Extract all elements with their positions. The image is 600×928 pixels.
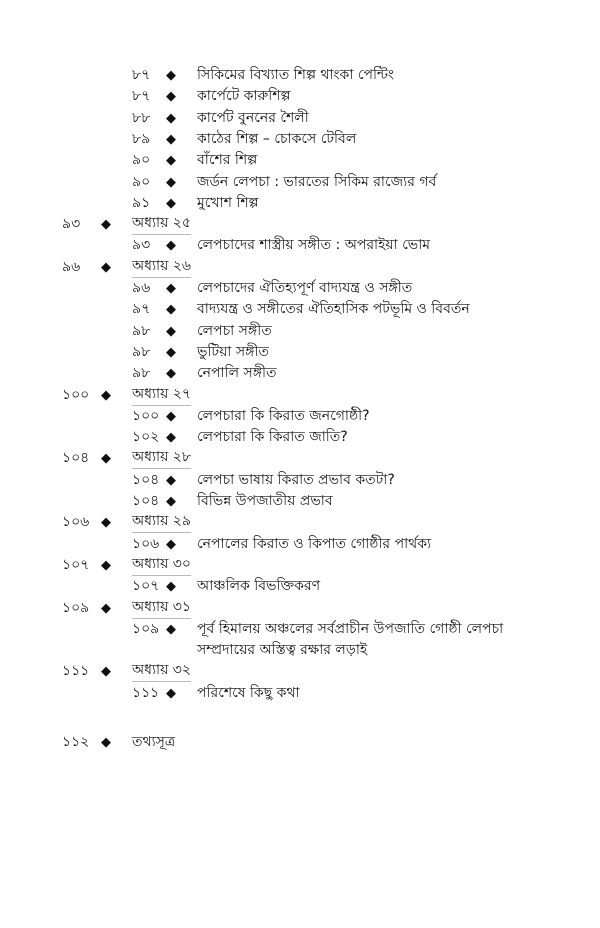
chapter-heading: অধ্যায় ২৬ xyxy=(132,257,191,278)
diamond-bullet-icon: ◆ xyxy=(166,579,176,595)
chapter-heading: অধ্যায় ৩১ xyxy=(132,598,191,619)
diamond-bullet-icon: ◆ xyxy=(166,302,176,318)
entry-title: লেপচাদের শাস্ত্রীয় সঙ্গীত : অপরাইয়া ভোম xyxy=(197,237,431,254)
page-number: ১০৪ xyxy=(62,450,90,467)
page-number: ১০৪ xyxy=(132,493,160,509)
entry-title: জর্ডন লেপচা : ভারতের সিকিম রাজ্যের গর্ব xyxy=(197,173,437,190)
entry-title: ভুটিয়া সঙ্গীত xyxy=(197,343,269,360)
entry-title: পূর্ব হিমালয় অঞ্চলের সর্বপ্রাচীন উপজাতি গোষ্ঠী লেপচা সম্প্রদায়ের অস্তিত্ব রক্ষার লড়াই xyxy=(197,620,504,658)
entry-title: বিভিন্ন উপজাতীয় প্রভাব xyxy=(197,493,333,509)
entry-title: আঞ্চলিক বিভক্তিকরণ xyxy=(197,578,321,595)
page-number: ১০০ xyxy=(62,386,90,403)
entry-title: সিকিমের বিখ্যাত শিল্প থাংকা পেন্টিং xyxy=(197,67,395,83)
page-number: ৯০ xyxy=(132,152,151,169)
page-number: ১০৯ xyxy=(62,599,90,616)
chapter-heading: অধ্যায় ২৯ xyxy=(132,512,191,533)
page-number: ৮৮ xyxy=(132,109,151,126)
diamond-bullet-icon: ◆ xyxy=(166,281,176,296)
page-number: ১০৭ xyxy=(62,556,90,573)
diamond-bullet-icon: ◆ xyxy=(101,217,111,233)
page-number: ১০০ xyxy=(132,407,160,424)
page-number: ৯৮ xyxy=(132,365,151,382)
diamond-bullet-icon: ◆ xyxy=(101,664,111,680)
diamond-bullet-icon: ◆ xyxy=(166,153,176,169)
entry-title: মুখোশ শিল্প xyxy=(197,194,259,211)
diamond-bullet-icon: ◆ xyxy=(101,600,111,616)
diamond-bullet-icon: ◆ xyxy=(166,174,176,190)
diamond-bullet-icon: ◆ xyxy=(166,68,176,83)
page-number: ৯৬ xyxy=(132,280,151,296)
diamond-bullet-icon: ◆ xyxy=(166,344,176,360)
entry-title: কার্পেট বুননের শৈলী xyxy=(197,109,309,126)
diamond-bullet-icon: ◆ xyxy=(101,557,111,573)
diamond-bullet-icon: ◆ xyxy=(166,366,176,382)
chapter-heading: অধ্যায় ২৮ xyxy=(132,448,191,469)
page-number: ৮৯ xyxy=(132,130,151,147)
diamond-bullet-icon: ◆ xyxy=(166,408,176,424)
page-number: ১০৭ xyxy=(132,578,160,595)
diamond-bullet-icon: ◆ xyxy=(101,451,111,467)
chapter-heading: অধ্যায় ৩২ xyxy=(132,661,191,682)
diamond-bullet-icon: ◆ xyxy=(101,735,111,750)
page-number: ৯৬ xyxy=(62,258,81,275)
entry-title: বাদ্যযন্ত্র ও সঙ্গীতের ঐতিহাসিক পটভূমি ও বিবর্তন xyxy=(197,301,470,318)
page-number: ৮৭ xyxy=(132,88,151,105)
entry-title: বাঁশের শিল্প xyxy=(197,152,258,169)
page-number: ৮৭ xyxy=(132,67,151,83)
diamond-bullet-icon: ◆ xyxy=(166,621,176,637)
diamond-bullet-icon: ◆ xyxy=(166,685,176,701)
diamond-bullet-icon: ◆ xyxy=(166,238,176,254)
page-number: ১০৯ xyxy=(132,620,160,637)
page-number: ১০৬ xyxy=(132,535,160,552)
diamond-bullet-icon: ◆ xyxy=(166,472,176,488)
page-number: ৯৩ xyxy=(62,216,81,233)
diamond-bullet-icon: ◆ xyxy=(166,131,176,147)
diamond-bullet-icon: ◆ xyxy=(166,494,176,509)
chapter-heading: অধ্যায় ২৫ xyxy=(132,214,191,235)
entry-title: কাঠের শিল্প – চোকসে টেবিল xyxy=(197,130,357,147)
page-number: ১১১ xyxy=(62,663,90,680)
page-number: ১০২ xyxy=(132,429,160,446)
entry-title: নেপালি সঙ্গীত xyxy=(197,365,277,382)
entry-title: কার্পেটে কারুশিল্প xyxy=(197,88,291,105)
entry-title: পরিশেষে কিছু কথা xyxy=(197,684,300,701)
diamond-bullet-icon: ◆ xyxy=(166,430,176,446)
diamond-bullet-icon: ◆ xyxy=(166,195,176,211)
entry-title: তথ্যসূত্র xyxy=(132,734,176,750)
page-number: ৯১ xyxy=(132,194,151,211)
diamond-bullet-icon: ◆ xyxy=(101,259,111,275)
diamond-bullet-icon: ◆ xyxy=(166,536,176,552)
entry-title: লেপচা সঙ্গীত xyxy=(197,322,272,339)
diamond-bullet-icon: ◆ xyxy=(166,89,176,105)
chapter-heading: অধ্যায় ২৭ xyxy=(132,385,191,406)
diamond-bullet-icon: ◆ xyxy=(166,110,176,126)
page-number: ৯৩ xyxy=(132,237,151,254)
entry-title: লেপচারা কি কিরাত জনগোষ্ঠী? xyxy=(197,407,370,424)
page-number: ৯৮ xyxy=(132,343,151,360)
page-number: ৯৮ xyxy=(132,322,151,339)
page-number: ১০৬ xyxy=(62,514,90,531)
diamond-bullet-icon: ◆ xyxy=(166,323,176,339)
page-number: ১০৪ xyxy=(132,471,160,488)
page-number: ৯০ xyxy=(132,173,151,190)
page-number: ৯৭ xyxy=(132,301,151,318)
entry-title: লেপচা ভাষায় কিরাত প্রভাব কতটা? xyxy=(197,471,395,488)
entry-title: নেপালের কিরাত ও কিপাত গোষ্ঠীর পার্থক্য xyxy=(197,535,432,552)
diamond-bullet-icon: ◆ xyxy=(101,387,111,403)
entry-title: লেপচাদের ঐতিহ্যপূর্ণ বাদ্যযন্ত্র ও সঙ্গীত xyxy=(197,280,413,296)
page-number: ১১১ xyxy=(132,684,160,701)
page-number: ১১২ xyxy=(62,734,90,750)
chapter-heading: অধ্যায় ৩০ xyxy=(132,555,191,576)
diamond-bullet-icon: ◆ xyxy=(101,515,111,531)
entry-title: লেপচারা কি কিরাত জাতি? xyxy=(197,429,348,446)
